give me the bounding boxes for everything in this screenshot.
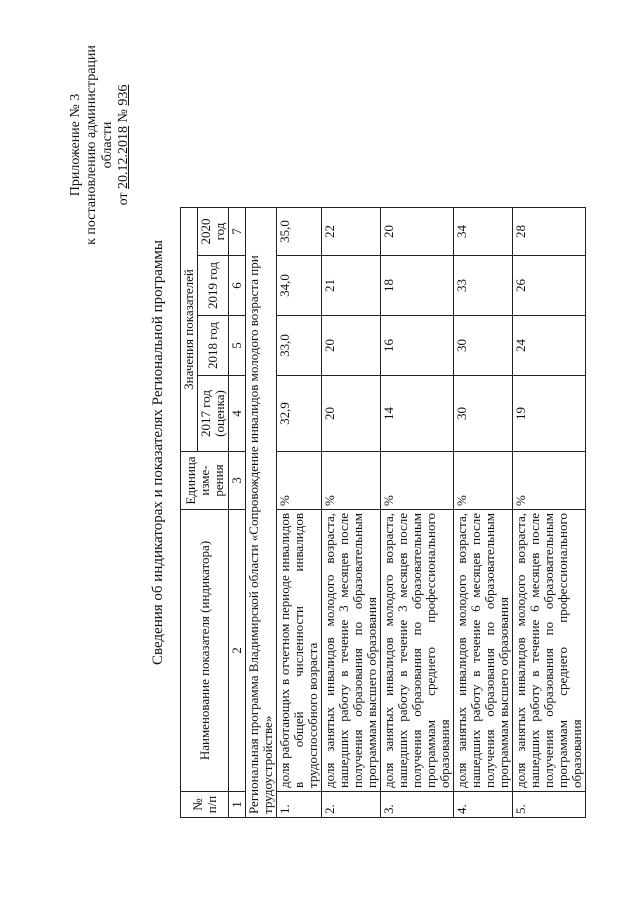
row-unit: %: [513, 452, 586, 510]
row-unit: %: [381, 452, 454, 510]
row-value-2017: 19: [513, 376, 586, 452]
row-indicator-name: доля работающих в отчетном периоде инвалидов в общей численности инвалидов трудоспособного возраста: [277, 510, 322, 792]
col-header-year-2017: 2017 год (оценка): [198, 376, 229, 452]
row-indicator-name: доля занятых инвалидов молодого возраста, нашедших работу в течение 3 месяцев после получения образования по образовательным программам среднего профессионального образования: [381, 510, 454, 792]
section-title: Региональная программа Владимирской области «Сопровождение инвалидов молодого возраста при трудоустройстве»: [246, 208, 277, 818]
col-number: 1: [229, 792, 246, 818]
row-num: 4.: [454, 792, 513, 818]
table-row: [454, 208, 513, 818]
row-value-2017: 32,9: [277, 376, 322, 452]
row-value-2020: 20: [381, 208, 454, 256]
row-num: 5.: [513, 792, 586, 818]
row-value-2020: 22: [322, 208, 381, 256]
appendix-header: [68, 25, 132, 265]
col-number: 2: [229, 510, 246, 792]
document-title: Сведения об индикаторах и показателях Региональной программы: [150, 239, 166, 666]
table-row: [513, 208, 586, 818]
col-number: 6: [229, 256, 246, 316]
date-prefix: от: [116, 192, 131, 206]
col-header-year-2019: 2019 год: [198, 256, 229, 316]
row-value-2018: 24: [513, 316, 586, 376]
indicators-table: [180, 207, 586, 818]
row-value-2019: 26: [513, 256, 586, 316]
decree-reference: [116, 25, 132, 265]
header-row: [181, 208, 198, 818]
row-value-2019: 34,0: [277, 256, 322, 316]
row-unit: %: [322, 452, 381, 510]
row-value-2017: 14: [381, 376, 454, 452]
row-num: 2.: [322, 792, 381, 818]
row-value-2019: 18: [381, 256, 454, 316]
row-num: 1.: [277, 792, 322, 818]
appendix-region-line: области: [100, 121, 115, 169]
row-num: 3.: [381, 792, 454, 818]
row-value-2018: 30: [454, 316, 513, 376]
col-header-values: Значения показателей: [181, 208, 198, 452]
row-value-2017: 30: [454, 376, 513, 452]
appendix-number: Приложение № 3: [68, 93, 83, 197]
table-row: [322, 208, 381, 818]
row-indicator-name: доля занятых инвалидов молодого возраста, нашедших работу в течение 6 месяцев после получения образования по образовательным программам высшего образования: [454, 510, 513, 792]
decree-date: 20.12.2018: [116, 125, 131, 189]
row-value-2020: 28: [513, 208, 586, 256]
decree-number: 936: [116, 84, 131, 106]
row-value-2019: 21: [322, 256, 381, 316]
row-value-2018: 33,0: [277, 316, 322, 376]
row-value-2020: 34: [454, 208, 513, 256]
row-value-2017: 20: [322, 376, 381, 452]
section-row: [246, 208, 277, 818]
table-row: [381, 208, 454, 818]
table-row: [277, 208, 322, 818]
row-indicator-name: доля занятых инвалидов молодого возраста, нашедших работу в течение 6 месяцев после получения образования по образовательным программам среднего профессионального образования: [513, 510, 586, 792]
row-indicator-name: доля занятых инвалидов молодого возраста, нашедших работу в течение 3 месяцев после получения образования по образовательным программам высшего образования: [322, 510, 381, 792]
col-header-year-2020: 2020 год: [198, 208, 229, 256]
row-unit: %: [277, 452, 322, 510]
number-prefix: №: [116, 109, 131, 123]
col-number: 3: [229, 452, 246, 510]
appendix-decree-line: к постановлению администрации: [84, 45, 99, 245]
row-value-2018: 16: [381, 316, 454, 376]
column-numbers-row: [229, 208, 246, 818]
row-value-2019: 33: [454, 256, 513, 316]
row-value-2018: 20: [322, 316, 381, 376]
col-header-unit: Единица изме-рения: [181, 452, 229, 510]
col-number: 5: [229, 316, 246, 376]
col-header-name: Наименование показателя (индикатора): [181, 510, 229, 792]
col-header-num: № п/п: [181, 792, 229, 818]
col-header-year-2018: 2018 год: [198, 316, 229, 376]
col-number: 4: [229, 376, 246, 452]
row-unit: %: [454, 452, 513, 510]
col-number: 7: [229, 208, 246, 256]
row-value-2020: 35,0: [277, 208, 322, 256]
